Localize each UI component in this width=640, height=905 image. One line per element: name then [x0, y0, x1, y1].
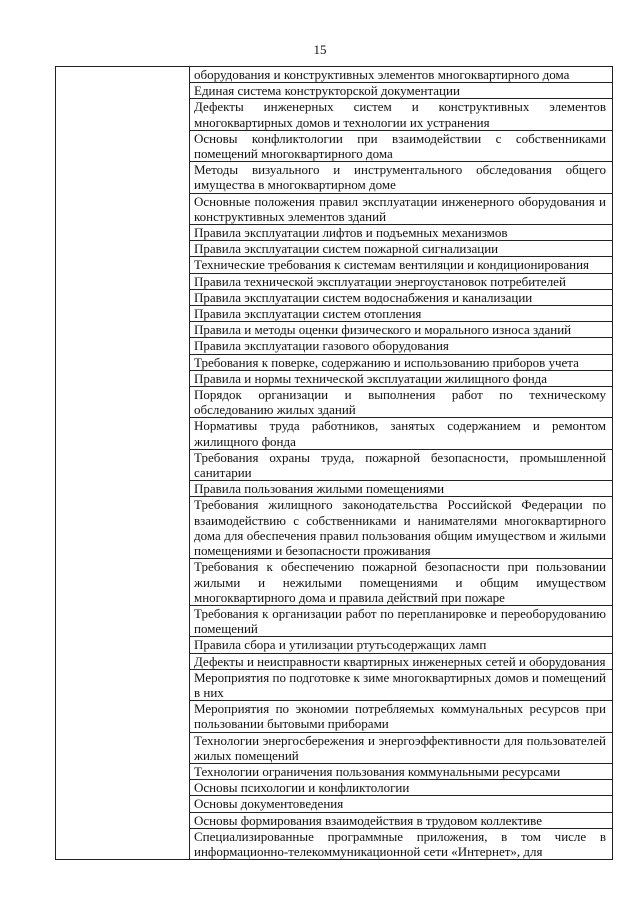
knowledge-item-text: Требования жилищного законодательства Российской Федерации по взаимодействию с собственниками и нанимателями многоквартирного дома для обеспечения правил пользования общим имуществом и жилыми помещениями и безопасности проживания — [194, 497, 606, 559]
knowledge-item-text: Мероприятия по подготовке к зиме многоквартирных домов и помещений в них — [194, 669, 606, 700]
knowledge-item-text: Основы психологии и конфликтологии — [194, 780, 410, 796]
knowledge-item-cell — [190, 669, 613, 700]
knowledge-item-text: Основные положения правил эксплуатации инженерного оборудования и конструктивных элементов зданий — [194, 193, 606, 224]
knowledge-item-text: Технические требования к системам вентиляции и кондиционирования — [194, 257, 590, 273]
knowledge-item-text: Нормативы труда работников, занятых содержанием и ремонтом жилищного фонда — [194, 418, 606, 449]
table-body — [56, 67, 613, 860]
knowledge-item-text: Правила пользования жилыми помещениями — [194, 481, 445, 497]
knowledge-item-text: Правила эксплуатации систем отопления — [194, 306, 422, 322]
knowledge-item-text: Дефекты инженерных систем и конструктивных элементов многоквартирных домов и технологии их устранения — [194, 99, 606, 130]
knowledge-item-cell — [190, 370, 613, 386]
knowledge-item-cell — [190, 83, 613, 99]
knowledge-item-text: Дефекты и неисправности квартирных инженерных сетей и оборудования — [194, 653, 606, 669]
knowledge-item-text: Технологии энергосбережения и энергоэффективности для пользователей жилых помещений — [194, 732, 606, 763]
knowledge-item-text: Правила эксплуатации газового оборудования — [194, 338, 449, 354]
requirements-table — [55, 66, 613, 860]
left-column-cell — [56, 67, 190, 860]
knowledge-item-cell — [190, 812, 613, 828]
knowledge-item-text: Правила эксплуатации систем пожарной сигнализации — [194, 241, 499, 257]
knowledge-item-cell — [190, 387, 613, 418]
knowledge-item-cell — [190, 162, 613, 193]
knowledge-item-text: Единая система конструкторской документации — [194, 83, 460, 99]
knowledge-item-cell — [190, 828, 613, 859]
knowledge-item-cell — [190, 796, 613, 812]
knowledge-item-cell — [190, 225, 613, 241]
page-number: 15 — [313, 42, 327, 57]
knowledge-item-text: Технологии ограничения пользования коммунальными ресурсами — [194, 763, 561, 779]
knowledge-item-text: оборудования и конструктивных элементов многоквартирного дома — [194, 67, 570, 82]
knowledge-item-cell — [190, 418, 613, 449]
knowledge-item-cell — [190, 637, 613, 653]
knowledge-item-text: Правила сбора и утилизации ртутьсодержащих ламп — [194, 637, 487, 653]
knowledge-item-text: Требования к поверке, содержанию и использованию приборов учета — [194, 354, 579, 370]
knowledge-item-text: Правила технической эксплуатации энергоустановок потребителей — [194, 273, 566, 289]
knowledge-item-text: Требования охраны труда, пожарной безопасности, промышленной санитарии — [194, 449, 606, 481]
knowledge-item-text: Правила и нормы технической эксплуатации жилищного фонда — [194, 370, 548, 386]
knowledge-item-cell — [190, 322, 613, 338]
knowledge-item-cell — [190, 241, 613, 257]
knowledge-item-cell — [190, 338, 613, 354]
knowledge-item-cell — [190, 701, 613, 732]
knowledge-item-text: Специализированные программные приложения, в том числе в информационно-телекоммуникационной сети «Интернет», для — [194, 828, 606, 859]
knowledge-item-cell — [190, 497, 613, 559]
knowledge-item-cell — [190, 653, 613, 669]
knowledge-item-cell — [190, 273, 613, 289]
knowledge-item-text: Правила и методы оценки физического и морального износа зданий — [194, 322, 572, 338]
table-row — [56, 67, 613, 83]
knowledge-item-text: Требования к организации работ по перепланировке и переоборудованию помещений — [194, 605, 606, 637]
knowledge-item-text: Основы формирования взаимодействия в трудовом коллективе — [194, 812, 542, 828]
knowledge-item-text: Основы конфликтологии при взаимодействии с собственниками помещений многоквартирного дома — [194, 130, 606, 162]
knowledge-item-cell — [190, 67, 613, 83]
knowledge-item-cell — [190, 354, 613, 370]
knowledge-item-cell — [190, 605, 613, 636]
knowledge-item-text: Методы визуального и инструментального обследования общего имущества в многоквартирном доме — [194, 162, 606, 193]
knowledge-item-cell — [190, 449, 613, 480]
knowledge-item-text: Порядок организации и выполнения работ по техническому обследованию жилых зданий — [194, 387, 606, 418]
knowledge-item-cell — [190, 289, 613, 305]
knowledge-item-cell — [190, 763, 613, 779]
knowledge-item-cell — [190, 193, 613, 224]
knowledge-item-cell — [190, 481, 613, 497]
knowledge-item-text: Основы документоведения — [194, 796, 344, 812]
knowledge-item-text: Мероприятия по экономии потребляемых коммунальных ресурсов при пользовании бытовыми приборами — [194, 701, 606, 732]
knowledge-item-text: Правила эксплуатации лифтов и подъемных механизмов — [194, 225, 508, 241]
knowledge-item-cell — [190, 99, 613, 130]
knowledge-item-cell — [190, 732, 613, 763]
knowledge-item-cell — [190, 306, 613, 322]
knowledge-item-cell — [190, 257, 613, 273]
knowledge-item-text: Правила эксплуатации систем водоснабжения и канализации — [194, 289, 533, 305]
knowledge-item-cell — [190, 130, 613, 161]
knowledge-item-text: Требования к обеспечению пожарной безопасности при пользовании жилыми и нежилыми помещениями и общим имуществом многоквартирного дома и правила действий при пожаре — [194, 559, 606, 605]
knowledge-item-cell — [190, 559, 613, 606]
knowledge-item-cell — [190, 780, 613, 796]
